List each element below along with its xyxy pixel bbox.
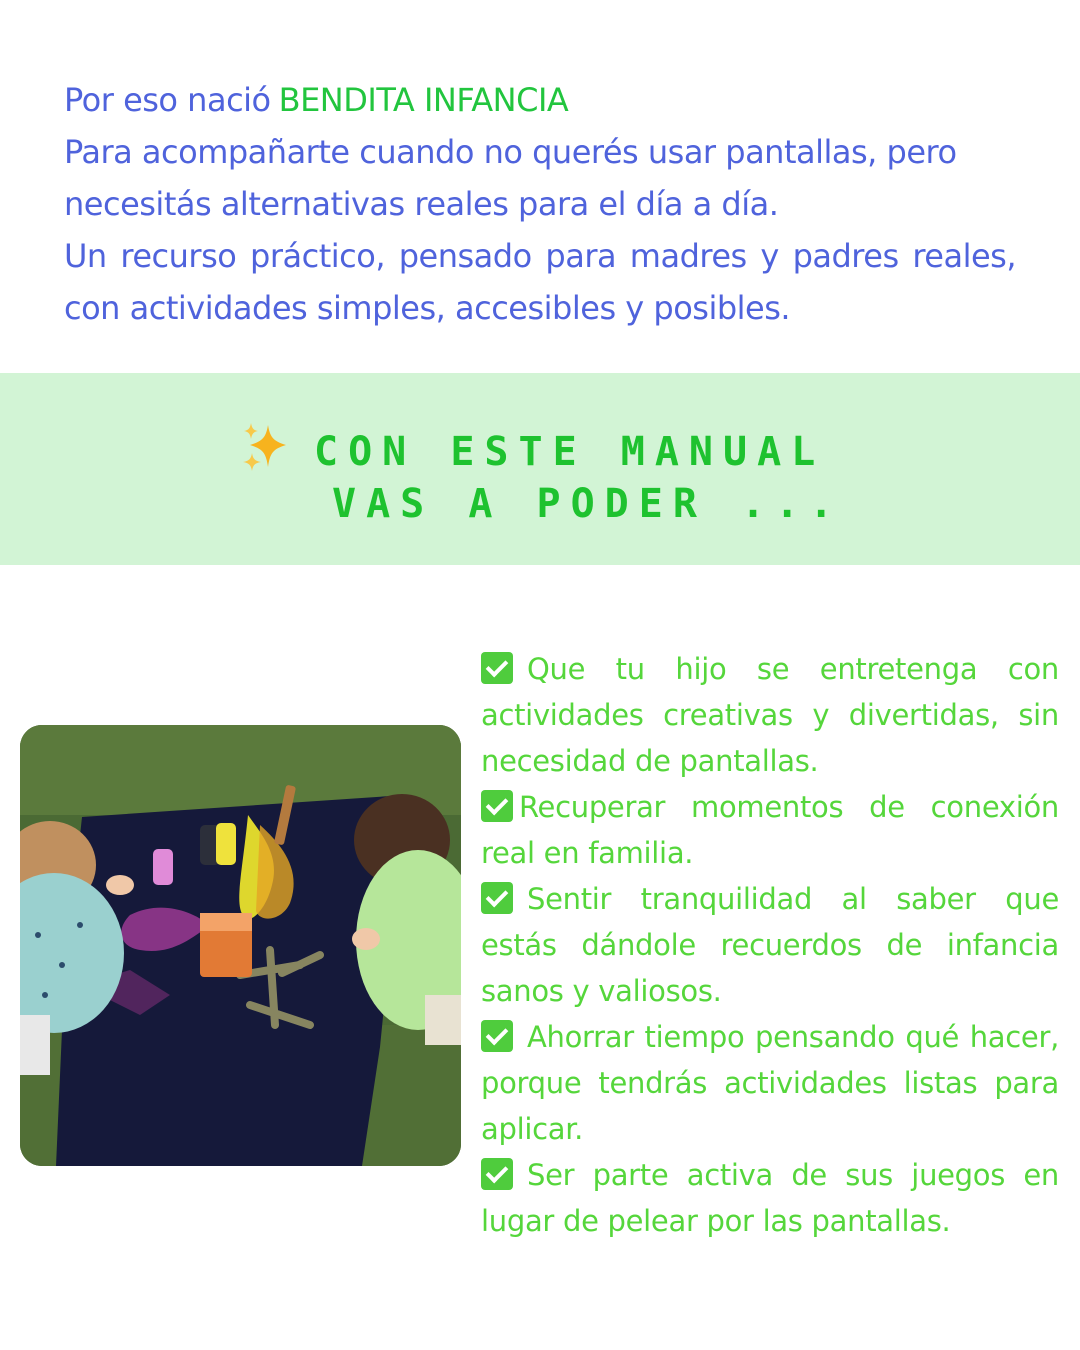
check-mark-icon [481, 882, 513, 914]
check-mark-icon [481, 790, 513, 822]
section-banner [0, 373, 1080, 565]
benefit-text: Ser parte activa de sus juegos en lugar de pelear por las pantallas. [481, 1158, 1059, 1238]
benefit-text: Que tu hijo se entretenga con actividades creativas y divertidas, sin necesidad de pantallas. [481, 652, 1059, 778]
photo-illustration [20, 725, 461, 1166]
benefit-item-2 [481, 784, 1059, 876]
benefit-item-1 [481, 646, 1059, 784]
banner-line-1-text: CON ESTE MANUAL [314, 429, 826, 475]
benefit-item-5 [481, 1152, 1059, 1244]
banner-line-1 [240, 421, 840, 478]
check-mark-icon [481, 1020, 513, 1052]
banner-title [240, 421, 844, 530]
banner-line-2: VAS A PODER ... [332, 481, 844, 527]
benefit-text: Ahorrar tiempo pensando qué hacer, porque tendrás actividades listas para aplicar. [481, 1020, 1059, 1146]
benefit-item-3 [481, 876, 1059, 1014]
intro-prefix: Por eso nació [64, 81, 271, 119]
intro-paragraph-2: Un recurso práctico, pensado para madres y padres reales, con actividades simples, accesibles y posibles. [64, 237, 1016, 327]
benefit-text: Sentir tranquilidad al saber que estás dándole recuerdos de infancia sanos y valiosos. [481, 882, 1059, 1008]
benefits-list [481, 646, 1059, 1244]
check-mark-icon [481, 652, 513, 684]
intro-first-line [64, 74, 1016, 126]
children-painting-photo [20, 725, 461, 1166]
intro-text-block [64, 74, 1016, 334]
benefit-text: Recuperar momentos de conexión real en familia. [481, 790, 1059, 870]
check-mark-icon [481, 1158, 513, 1190]
brand-name: BENDITA INFANCIA [278, 81, 569, 119]
benefit-item-4 [481, 1014, 1059, 1152]
intro-paragraph-1: Para acompañarte cuando no querés usar pantallas, pero necesitás alternativas reales para el día a día. [64, 133, 957, 223]
sparkles-icon [240, 421, 292, 473]
